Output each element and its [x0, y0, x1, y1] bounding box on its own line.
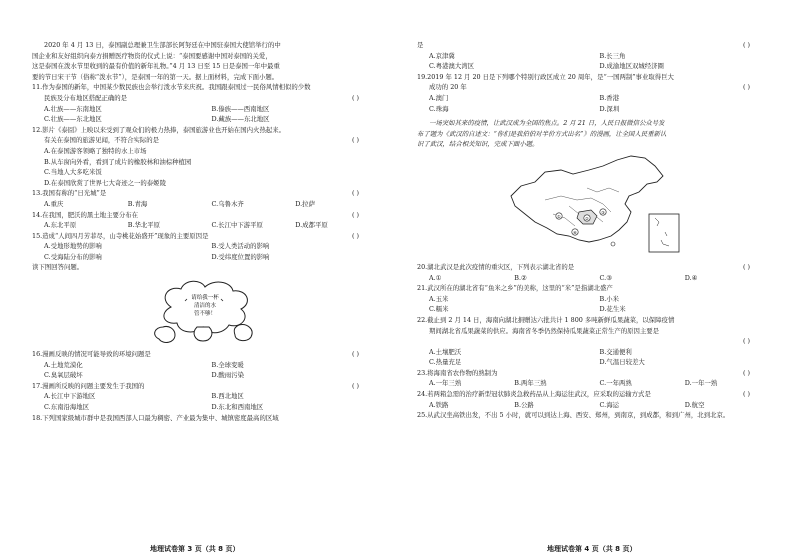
q24-option-d: D.航空	[684, 400, 705, 409]
right-page	[397, 0, 794, 560]
q23-stem: 23.将海南省农作物的熟制为	[417, 368, 498, 377]
cartoon-text: 清洁的水	[193, 303, 216, 310]
q12-stem: 有关在泰国的旅游见闻，不符合实际的是	[44, 136, 160, 145]
south-china-sea-inset	[649, 214, 679, 252]
q19-answer-blank: ( )	[742, 83, 750, 92]
q21-stem: 21.武汉所在的湖北省有“鱼米之乡”的美称，这里的“米”是指湖北盛产	[417, 284, 613, 293]
intro-line: 要的节日宋干节（俗称“泼水节”），是泰国一年的第一天。据上面材料，完成下面小题。	[32, 72, 279, 81]
q22-options	[417, 357, 770, 368]
china-map-figure	[417, 152, 770, 260]
q19-stem: 成功的 20 年	[429, 83, 467, 92]
left-page-footer: 地理试卷第 3 页（共 8 页）	[150, 545, 240, 553]
q25-stem: 25.从武汉坐高铁出发，不出 5 小时，就可以到达上海、西安、郑州，到南京，到成都，和到广州，北到北京。	[417, 411, 730, 420]
q18-option-d: D.成渝地区双城经济圈	[599, 62, 664, 71]
q17-options	[32, 402, 379, 413]
q22-options	[417, 347, 770, 358]
q17-options	[32, 391, 379, 402]
q16-option-a: A.土地荒漠化	[44, 360, 83, 369]
q17-option-d: D.东北和西南地区	[211, 403, 264, 412]
q22-stem: 期间湖北省瓜果蔬菜的供应。海南省冬季仍然保持瓜果蔬菜正常生产的原因主要是	[429, 326, 660, 335]
q24-answer-blank: ( )	[742, 390, 750, 399]
q14-option-d: D.成都平原	[295, 221, 328, 230]
passage-line: 布了题为《武汉的自述文：“你们是我伯伯对半价方式出名”》的漫画，让全国人民重新认	[417, 129, 667, 138]
q18-stem: 18.下列国家级城市群中是我国西部人口最为稠密、产业最为集中、城镇密度最高的区域	[32, 413, 279, 422]
q24-option-b: B.公路	[514, 400, 534, 409]
thirsty-flower-illustration	[141, 277, 271, 345]
q11-option-b: B.傣族——西南地区	[211, 104, 270, 113]
q11-option-a: A.壮族——东南地区	[44, 104, 102, 113]
passage-line: 一场突如其来的疫情，让武汉成为全国的焦点。2 月 21 日，人民日报微信公众号发	[429, 119, 665, 128]
q13-options	[32, 199, 379, 210]
q18-option-c: C.粤港澳大湾区	[429, 62, 475, 71]
q11-options	[32, 104, 379, 115]
q12-option-d: D.在泰国欣赏了世界七大奇迹之一的泰姬陵	[44, 178, 166, 187]
q24-stem: 24.若两箱急需的治疗新型冠状肺炎急救药品从上海运往武汉，应采取的运输方式是	[417, 390, 651, 399]
q18-stem-end: 是	[417, 41, 424, 49]
right-page-footer: 地理试卷第 4 页（共 8 页）	[547, 545, 637, 553]
q15-options	[32, 252, 379, 263]
passage-line: 识了武汉，结合相关知识，完成下面小题。	[417, 140, 539, 149]
q13-option-b: B.青海	[127, 199, 148, 208]
q23-option-b: B.两年三熟	[514, 379, 547, 388]
q20-option-c: C.③	[599, 273, 612, 282]
q12-option-a: A.在泰国游客领略了独特的水上市场	[44, 146, 147, 155]
map-label: ②	[584, 215, 589, 221]
cartoon-figure	[32, 277, 379, 345]
q15-answer-blank: ( )	[351, 231, 359, 240]
q11-options	[32, 114, 379, 125]
q21-option-c: C.糯米	[429, 305, 449, 314]
q23-options	[417, 378, 770, 389]
intro-line: 国企业和友好组织向泰方捐赠医疗物资的仪式上说：“泰国要感谢中国对泰国的关爱，	[32, 51, 272, 60]
cloud-intro: 读下图回答问题。	[32, 263, 84, 272]
q17-option-a: A.长江中下游地区	[44, 392, 96, 401]
q20-option-b: B.②	[514, 273, 527, 282]
q14-answer-blank: ( )	[351, 210, 359, 219]
map-label: ①	[556, 213, 561, 219]
q14-option-c: C.长江中下游平原	[211, 221, 263, 230]
q21-option-d: D.花生米	[599, 305, 626, 314]
q11-stem: 11.作为泰国的新年，中国某少数民族也会举行泼水节来庆祝。我国跟泰国过一民俗风情相似的少数	[32, 83, 311, 92]
q22-option-c: C.热量充足	[429, 358, 462, 367]
q17-option-c: C.东南沿海地区	[44, 403, 90, 412]
q12-stem: 12.影片《泰囧》上映以来受到了观众们的极力热捧，泰国旅游业也开始在国内火热起来。	[32, 125, 286, 134]
q14-option-a: A.东北平原	[44, 221, 77, 230]
q14-options	[32, 220, 379, 231]
q23-option-d: D.一年一熟	[684, 379, 718, 388]
q16-options	[32, 360, 379, 371]
q18-options	[417, 61, 770, 72]
q24-option-c: C.海运	[599, 400, 619, 409]
q22-stem: 22.截止到 2 月 14 日，海南向湖北捐赠达六批共计 1 800 多吨新鲜瓜果蔬菜，以保障疫情	[417, 315, 675, 324]
q13-option-c: C.乌鲁木齐	[211, 199, 244, 208]
q15-option-a: A.受地形地势的影响	[44, 242, 102, 251]
q24-options	[417, 400, 770, 411]
q17-stem: 17.漫画所反映的问题主要发生于我国的	[32, 381, 145, 390]
q20-options	[417, 273, 770, 284]
cartoon-text: 请给我一杯	[190, 295, 219, 302]
q15-options	[32, 241, 379, 252]
q21-options	[417, 304, 770, 315]
q18-answer-blank: ( )	[742, 41, 750, 49]
q18-options	[417, 51, 770, 62]
q16-options	[32, 370, 379, 381]
q21-option-a: A.玉米	[429, 294, 449, 303]
q13-option-a: A.重庆	[44, 199, 64, 208]
q19-option-d: D.深圳	[599, 104, 620, 113]
q23-option-c: C.一年两熟	[599, 379, 632, 388]
cartoon-text: 管不够！	[193, 311, 216, 318]
q11-answer-blank: ( )	[351, 93, 359, 102]
q13-answer-blank: ( )	[351, 189, 359, 198]
q19-options	[417, 93, 770, 104]
q22-option-d: D.气温日较差大	[599, 358, 645, 367]
intro-line: 这是泰国在泼水节里收到的最有价值的新年礼物。”4 月 13 日至 15 日是泰国一年中最重	[32, 62, 280, 71]
q22-answer-blank: ( )	[742, 337, 750, 346]
q15-option-d: D.受纬度位置的影响	[211, 252, 270, 261]
q19-option-c: C.珠海	[429, 104, 449, 113]
q21-options	[417, 294, 770, 305]
q19-option-a: A.澳门	[429, 93, 449, 102]
q11-option-d: D.藏族——东北地区	[211, 115, 270, 124]
map-label: ④	[572, 229, 577, 235]
q19-stem: 19.2019 年 12 月 20 日是下列哪个特别行政区成立 20 周年，是“一国两制”事业取得巨大	[417, 72, 674, 81]
q14-option-b: B.华北平原	[127, 221, 161, 230]
q24-option-a: A.铁路	[429, 400, 449, 409]
q23-option-a: A.一年三熟	[429, 379, 462, 388]
q18-option-a: A.京津冀	[429, 51, 455, 60]
q22-option-a: A.土壤肥沃	[429, 347, 462, 356]
q11-option-c: C.壮族——东北地区	[44, 115, 102, 124]
q20-option-a: A.①	[429, 273, 442, 282]
q15-option-c: C.受海陆分布的影响	[44, 252, 102, 261]
q15-option-b: B.受人类活动的影响	[211, 242, 270, 251]
q12-answer-blank: ( )	[351, 136, 359, 145]
q18-option-b: B.长三角	[599, 51, 626, 60]
q20-option-d: D.④	[684, 273, 698, 282]
q15-stem: 15.造成“人间四月芳菲尽，山寺桃花始盛开”现象的主要原因是	[32, 231, 209, 240]
q19-options	[417, 104, 770, 115]
q17-answer-blank: ( )	[351, 381, 359, 390]
q16-option-d: D.酸雨污染	[211, 371, 244, 380]
q12-option-b: B.从车窗向外看，看到了成片的橡胶林和油棕种植园	[44, 157, 192, 166]
q20-answer-blank: ( )	[742, 262, 750, 271]
q11-stem: 民族及分布地区搭配正确的是	[44, 93, 128, 102]
q13-stem: 13.我国有称的“日光城”是	[32, 189, 107, 198]
map-label: ③	[600, 209, 605, 215]
q16-option-c: C.臭氧层破坏	[44, 371, 83, 380]
q23-answer-blank: ( )	[742, 368, 750, 377]
q14-stem: 14.在我国，肥沃的黑土地主要分布在	[32, 210, 139, 219]
q21-option-b: B.小米	[599, 294, 620, 303]
q16-option-b: B.全球变暖	[211, 360, 244, 369]
q16-stem: 16.漫画反映的情况可能导致的环境问题是	[32, 350, 151, 359]
q16-answer-blank: ( )	[351, 350, 359, 359]
intro-line: 2020 年 4 月 13 日，泰国副总理兼卫生部部长阿努廷在中国驻泰国大使馆举行的中	[44, 41, 281, 49]
q17-option-b: B.西北地区	[211, 392, 244, 401]
china-map-illustration	[499, 152, 689, 260]
q12-option-c: C.当地人大多吃米饭	[44, 168, 102, 177]
q20-stem: 20.湖北武汉是此次疫情的重灾区，下列表示湖北省的是	[417, 262, 575, 271]
q19-option-b: B.香港	[599, 93, 620, 102]
q13-option-d: D.拉萨	[295, 199, 315, 208]
q22-option-b: B.交通便利	[599, 347, 632, 356]
